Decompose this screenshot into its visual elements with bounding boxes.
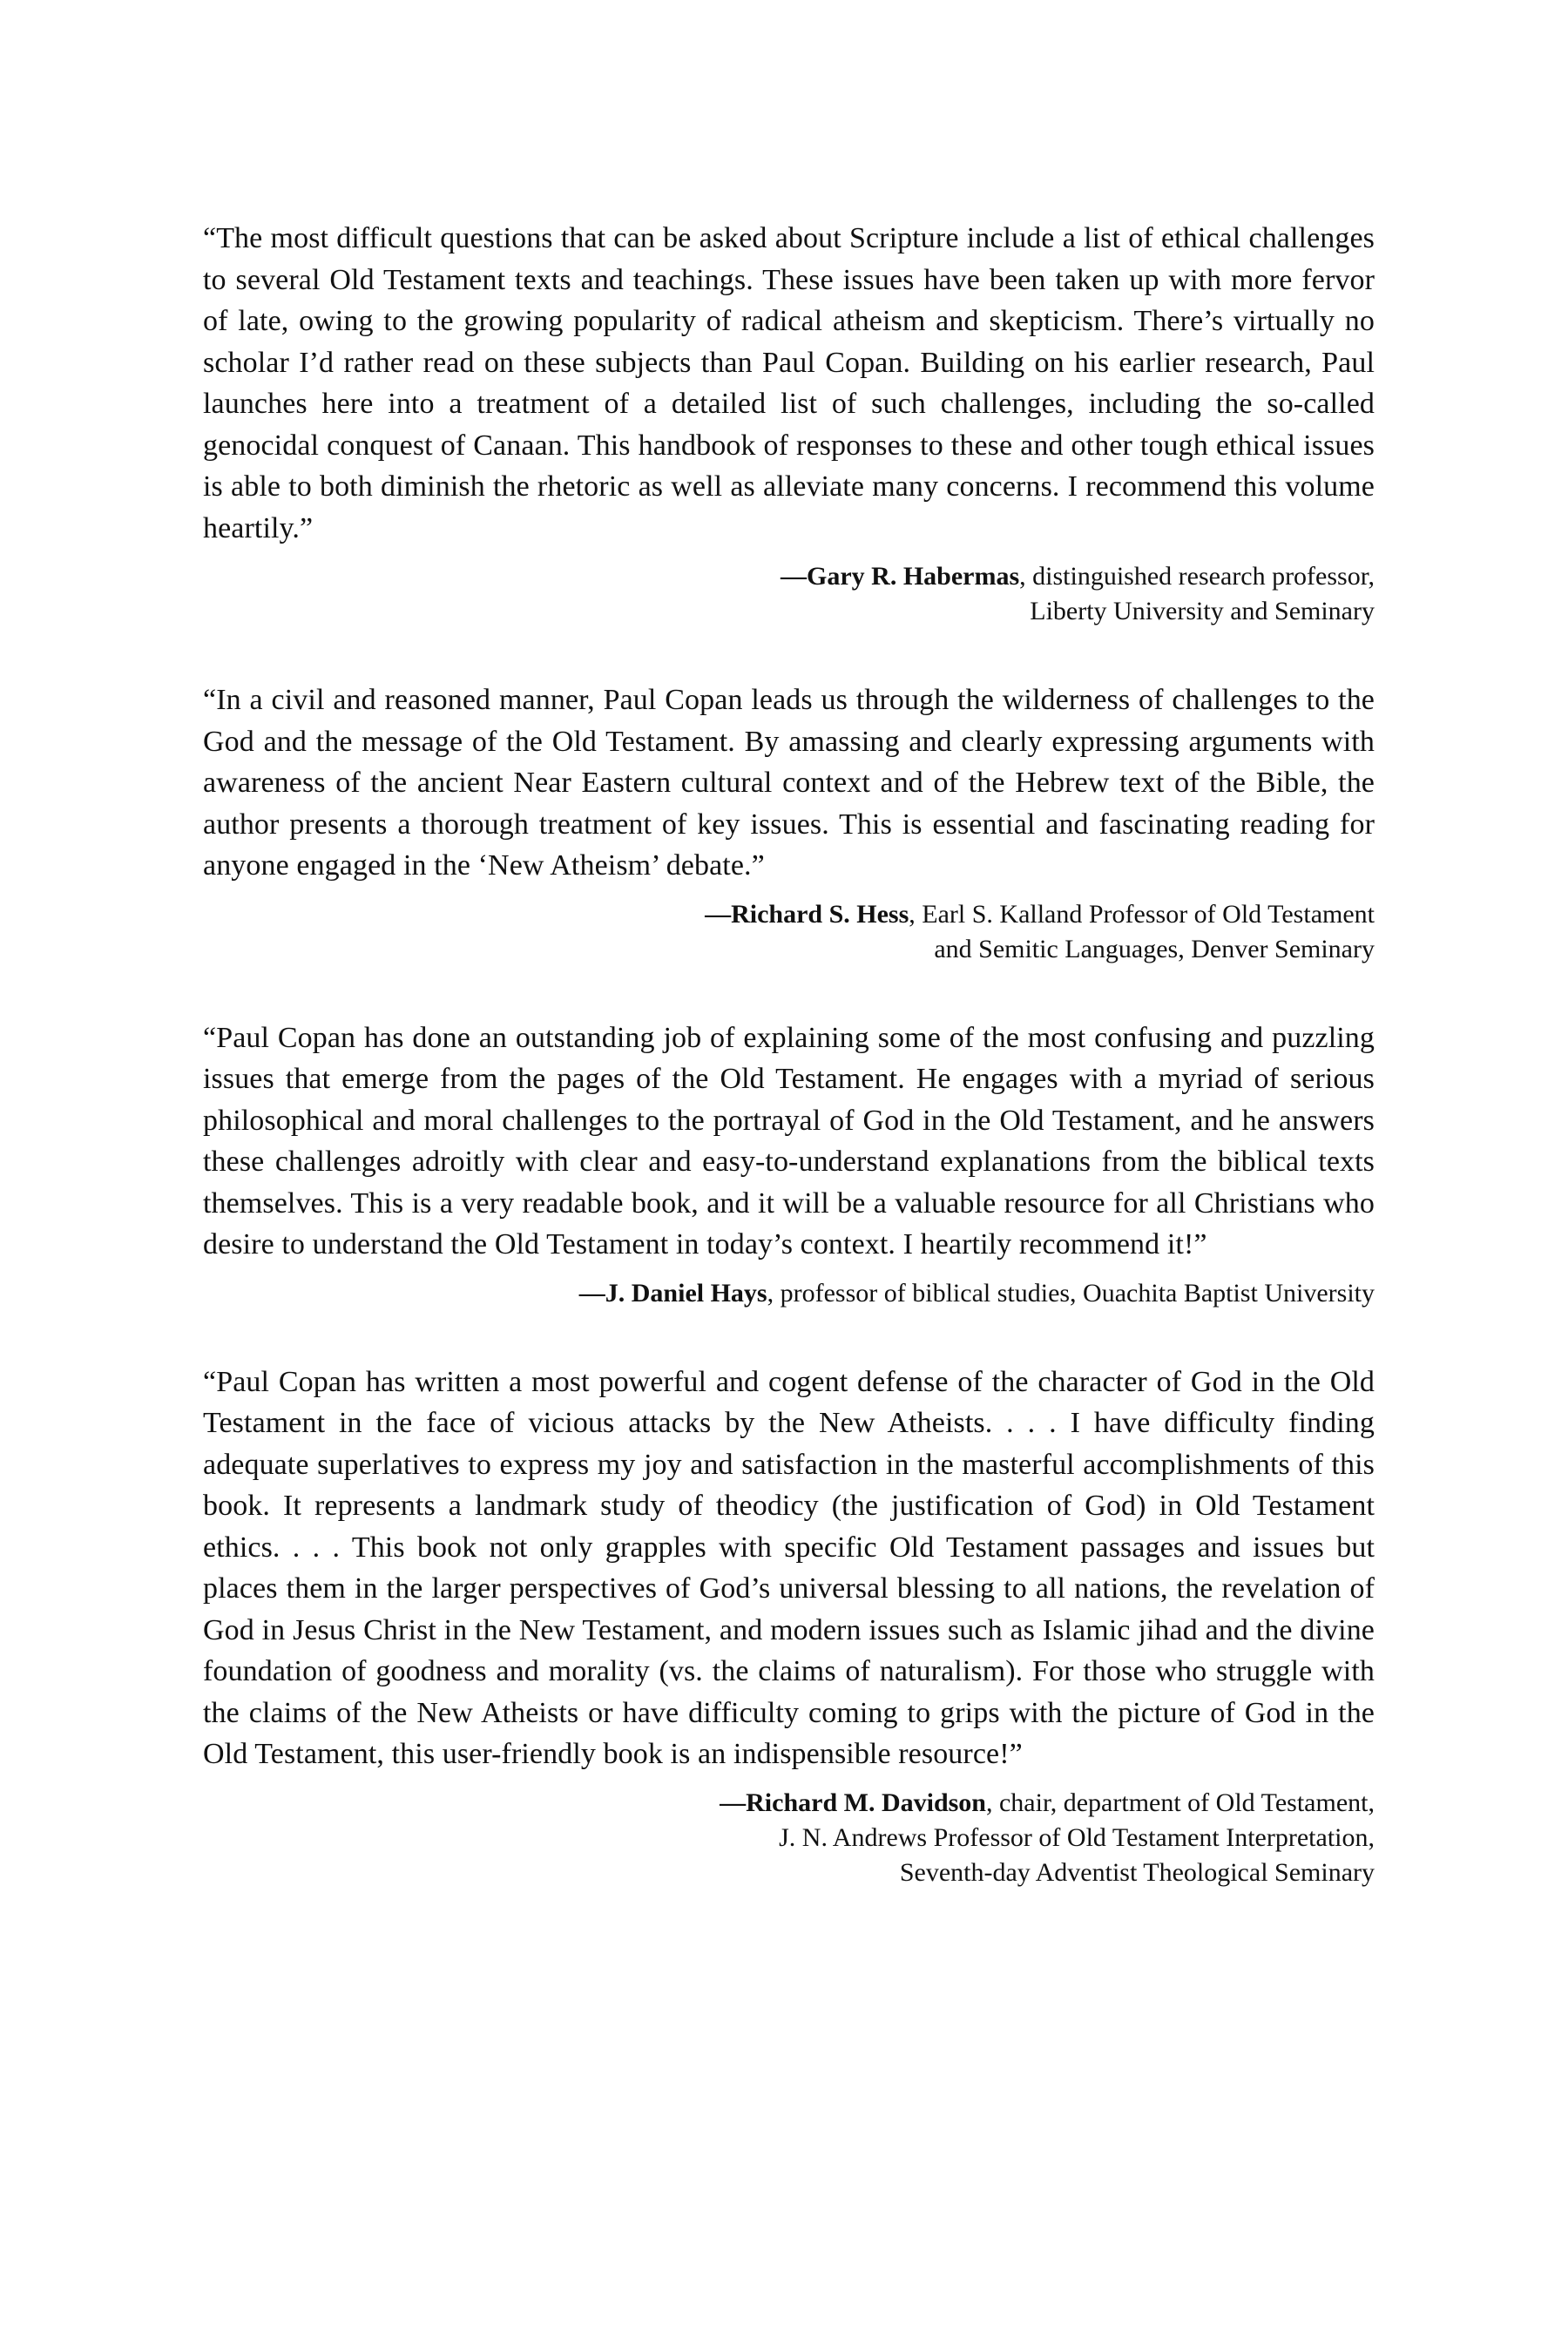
endorser-name: —Richard S. Hess (705, 899, 909, 929)
endorsement-attribution (203, 897, 1375, 967)
endorser-title: , chair, department of Old Testament, (985, 1788, 1375, 1817)
endorsement-quote: “Paul Copan has written a most powerful and cogent defense of the character of God in the Old Testament in the face of vicious attacks by the New Atheists. . . . I have difficulty finding adequate superlatives to express my joy and satisfaction in the masterful accomplishments of this book. It represents a landmark study of theodicy (the justification of God) in Old Testament ethics. . . . This book not only grapples with specific Old Testament passages and issues but places them in the larger perspectives of God’s universal blessing to all nations, the revelation of God in Jesus Christ in the New Testament, and modern issues such as Islamic jihad and the divine foundation of goodness and morality (vs. the claims of naturalism). For those who struggle with the claims of the New Atheists or have difficulty coming to grips with the picture of God in the Old Testament, this user-friendly book is an indispensible resource!” (203, 1365, 1375, 1770)
endorser-title: , distinguished research professor, (1019, 562, 1375, 591)
endorser-name: —Richard M. Davidson (720, 1788, 986, 1817)
endorser-institution: Seventh-day Adventist Theological Seminary (899, 1857, 1375, 1887)
endorser-affiliation: and Semitic Languages, Denver Seminary (934, 934, 1375, 963)
endorsement-attribution (203, 559, 1375, 629)
endorser-affiliation: J. N. Andrews Professor of Old Testament Interpretation, (779, 1822, 1375, 1852)
endorser-affiliation: Liberty University and Seminary (1030, 597, 1375, 625)
endorsement-attribution (203, 1276, 1375, 1311)
endorsements-page (203, 218, 1375, 1941)
endorsement-habermas (203, 218, 1375, 629)
endorsement-hess (203, 679, 1375, 967)
endorser-title: , professor of biblical studies, Ouachita Baptist University (767, 1278, 1375, 1308)
endorsement-hays (203, 1017, 1375, 1311)
endorsement-quote: “The most difficult questions that can be asked about Scripture include a list of ethical challenges to several Old Testament texts and teachings. These issues have been taken up with more fervor of late, owing to the growing popularity of radical atheism and skepticism. There’s virtually no scholar I’d rather read on these subjects than Paul Copan. Building on his earlier research, Paul launches here into a treatment of a detailed list of such challenges, including the so-called genocidal conquest of Canaan. This handbook of responses to these and other tough ethical issues is able to both diminish the rhetoric as well as alleviate many concerns. I recommend this volume heartily.” (203, 222, 1375, 544)
endorser-title: , Earl S. Kalland Professor of Old Testament (909, 899, 1375, 929)
endorsement-quote: “Paul Copan has done an outstanding job of explaining some of the most confusing and puzzling issues that emerge from the pages of the Old Testament. He engages with a myriad of serious philosophical and moral challenges to the portrayal of God in the Old Testament, and he answers these challenges adroitly with clear and easy-to-understand explanations from the biblical texts themselves. This is a very readable book, and it will be a valuable resource for all Christians who desire to understand the Old Testament in today’s context. I heartily recommend it!” (203, 1021, 1375, 1260)
endorser-name: —Gary R. Habermas (781, 562, 1020, 591)
endorsement-davidson (203, 1362, 1375, 1890)
endorser-name: —J. Daniel Hays (578, 1278, 767, 1308)
endorsement-attribution (203, 1786, 1375, 1890)
endorsement-quote: “In a civil and reasoned manner, Paul Copan leads us through the wilderness of challenges to the God and the message of the Old Testament. By amassing and clearly expressing arguments with awareness of the ancient Near Eastern cultural context and of the Hebrew text of the Bible, the author presents a thorough treatment of key issues. This is essential and fascinating reading for anyone engaged in the ‘New Atheism’ debate.” (203, 684, 1375, 882)
